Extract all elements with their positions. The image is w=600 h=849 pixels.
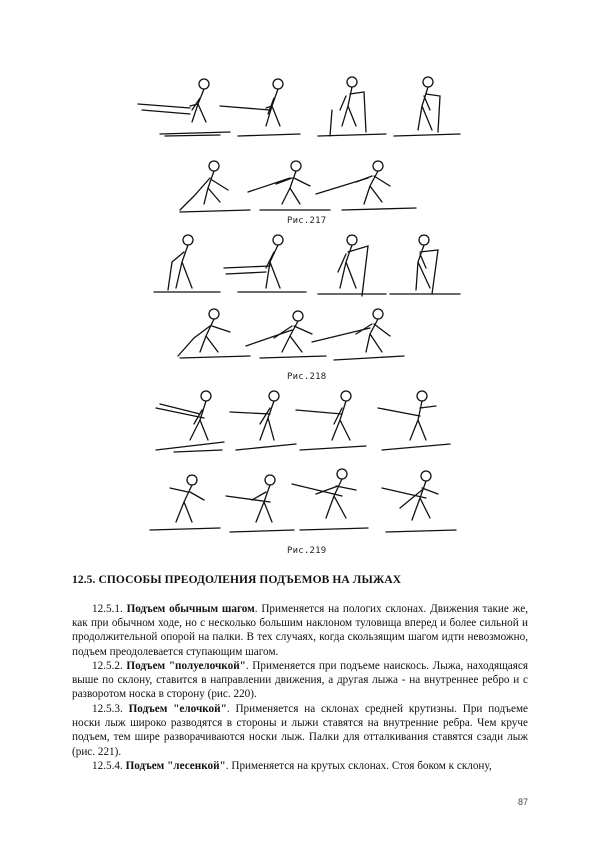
skier-6 xyxy=(226,475,294,532)
skier-7 xyxy=(246,311,326,358)
figure-218 xyxy=(120,228,480,382)
paragraph-12-5-2 xyxy=(72,659,528,702)
figure-217 xyxy=(120,70,480,226)
skier-illustration-219 xyxy=(120,384,480,544)
paragraph-number: 12.5.4. xyxy=(92,760,123,772)
paragraph-term: Подъем "елочкой" xyxy=(128,703,227,715)
paragraph-term: Подъем "лесенкой" xyxy=(125,760,226,772)
paragraph-12-5-4 xyxy=(72,759,528,773)
skier-6 xyxy=(248,161,330,210)
paragraph-number: 12.5.2. xyxy=(92,660,123,672)
skier-illustration-218 xyxy=(120,228,480,368)
skier-3 xyxy=(296,391,366,450)
skier-8 xyxy=(312,309,404,360)
page-number: 87 xyxy=(517,797,528,807)
skier-2 xyxy=(220,79,300,136)
skier-3 xyxy=(318,77,386,136)
skier-1 xyxy=(138,79,230,136)
skier-3 xyxy=(318,235,386,296)
paragraph-term: Подъем "полуелочкой" xyxy=(126,660,246,672)
paragraph-number: 12.5.1. xyxy=(92,603,123,615)
section-heading: 12.5. СПОСОБЫ ПРЕОДОЛЕНИЯ ПОДЪЕМОВ НА ЛЫЖАХ xyxy=(72,574,402,586)
skier-8 xyxy=(382,471,456,532)
paragraph-text: . Применяется на крутых склонах. Стоя боком к склону, xyxy=(225,760,492,772)
figure-caption: Рис.219 xyxy=(287,546,327,556)
skier-5 xyxy=(390,235,460,294)
skier-2 xyxy=(230,391,296,450)
skier-5 xyxy=(180,161,250,212)
skier-5 xyxy=(150,475,220,530)
paragraph-12-5-3 xyxy=(72,702,528,759)
figure-caption: Рис.218 xyxy=(287,372,327,382)
paragraph-number: 12.5.3. xyxy=(92,703,123,715)
paragraph-12-5-1 xyxy=(72,602,528,659)
skier-7 xyxy=(292,469,368,530)
skier-illustration-217 xyxy=(120,70,480,220)
skier-7 xyxy=(316,161,416,210)
skier-6 xyxy=(178,309,250,358)
paragraph-text: . Применяется при подъеме наискось. Лыжа, находящаяся выше по склону, ставится в направлении движения, а другая лыжа - на внутреннее ребро и с разворотом носка в сторону (рис. 220). xyxy=(72,660,528,701)
paragraph-term: Подъем обычным шагом xyxy=(126,603,255,615)
skier-4 xyxy=(394,77,460,136)
skier-4 xyxy=(378,391,450,450)
figure-caption: Рис.217 xyxy=(287,216,327,226)
paragraph-text: . Применяется на пологих склонах. Движения такие же, как при обычном ходе, но с несколько большим наклоном туловища вперед и более сильной и продолжительной опорой на палки. В тех случаях, когда скользящим шагом идти невозможно, подъем преодолевается ступающим шагом. xyxy=(72,603,528,658)
skier-1 xyxy=(156,391,224,452)
skier-2 xyxy=(224,235,306,292)
skier-1 xyxy=(154,235,220,292)
figure-219 xyxy=(120,384,480,556)
paragraph-text: . Применяется на склонах средней крутизны. При подъеме носки лыж широко разводятся в стороны и лыжи ставятся на внутренние ребра. Чем круче подъем, тем шире разворачиваются носки лыж. Палки для отталкивания ставятся сзади лыж (рис. 221). xyxy=(72,703,528,758)
